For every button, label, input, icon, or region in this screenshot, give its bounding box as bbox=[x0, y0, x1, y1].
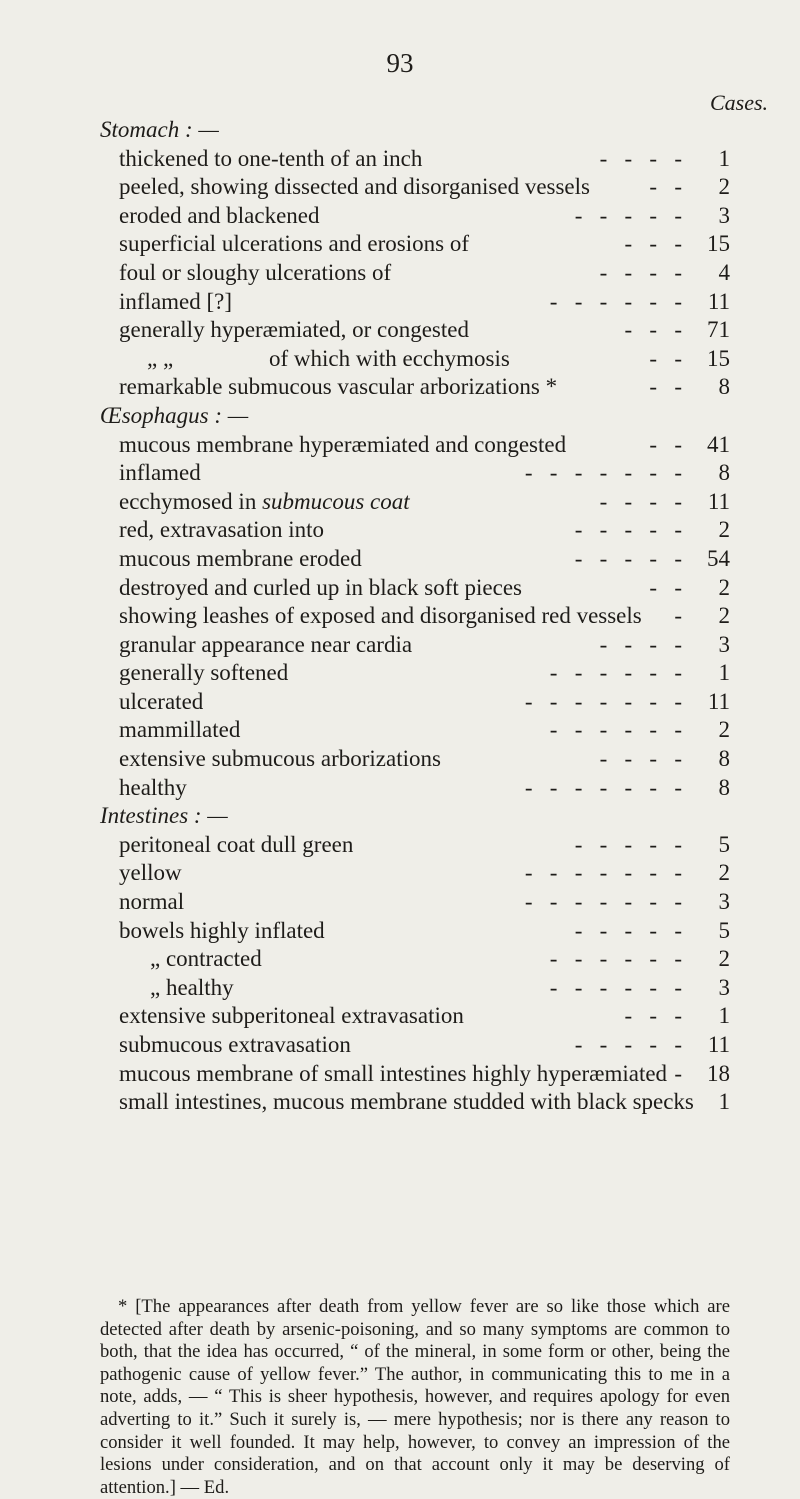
finding-label: thickened to one-tenth of an inch bbox=[119, 145, 423, 171]
finding-label: extensive submucous arborizations bbox=[119, 746, 441, 772]
case-count: 11 bbox=[707, 488, 730, 514]
leader-dashes: - - - - - - bbox=[549, 974, 682, 1000]
leader-dashes: - - - - bbox=[599, 488, 682, 514]
finding-row bbox=[100, 345, 730, 374]
leader-dashes: - - - - - bbox=[574, 202, 682, 228]
leader-dashes: - bbox=[674, 603, 682, 629]
case-count: 2 bbox=[718, 174, 730, 200]
case-count: 3 bbox=[718, 889, 730, 915]
section-title: Intestines : — bbox=[100, 803, 228, 829]
case-count: 1 bbox=[718, 660, 730, 686]
finding-row bbox=[100, 459, 730, 488]
finding-row bbox=[100, 945, 730, 974]
finding-row bbox=[100, 974, 730, 1003]
finding-label: mammillated bbox=[119, 717, 241, 743]
finding-label: eroded and blackened bbox=[119, 202, 320, 228]
finding-label: mucous membrane of small intestines highly hyperæmiated bbox=[119, 1060, 668, 1086]
footnote: * [The appearances after death from yellow fever are so like those which are detected after death by arsenic-poisoning, and so many symptoms are common to both, that the idea has occurred, “ of the mineral, in some form or other, being the pathogenic cause of yellow fever.” The author, in communicating this to me in a note, adds, — “ This is sheer hypothesis, however, and requires apology for even adverting to it.” Such it surely is, — mere hypothesis; nor is there any reason to consider it well founded. It may help, however, to convey an impression of the lesions under consideration, and on that account only it may be deserving of attention.] — Ed. bbox=[100, 1296, 730, 1498]
ditto-marks: „ „ bbox=[147, 345, 174, 371]
finding-row bbox=[100, 745, 730, 774]
case-count: 2 bbox=[718, 574, 730, 600]
finding-label: small intestines, mucous membrane studded with black specks bbox=[119, 1089, 694, 1115]
leader-dashes: - - - - bbox=[599, 746, 682, 772]
finding-label-emphasis: submucous coat bbox=[262, 488, 410, 514]
finding-label: destroyed and curled up in black soft pieces bbox=[119, 574, 523, 600]
leader-dashes: - - - - - - - bbox=[524, 460, 682, 486]
leader-dashes: - - - - - bbox=[574, 1032, 682, 1057]
leader-dashes: - - - - - - - bbox=[524, 774, 682, 800]
leader-dashes: - - - - - bbox=[574, 831, 682, 857]
leader-dashes: - - bbox=[649, 345, 682, 371]
cases-column-header: Cases. bbox=[710, 90, 769, 115]
finding-row bbox=[100, 230, 730, 259]
case-count: 3 bbox=[718, 974, 730, 1000]
finding-row bbox=[100, 202, 730, 231]
finding-row bbox=[100, 316, 730, 345]
case-count: 2 bbox=[718, 603, 730, 629]
finding-row bbox=[100, 288, 730, 317]
finding-row bbox=[100, 688, 730, 717]
finding-label: generally softened bbox=[119, 660, 289, 686]
finding-label: mucous membrane eroded bbox=[119, 545, 362, 571]
finding-row bbox=[100, 145, 730, 174]
case-count: 1 bbox=[718, 1003, 730, 1029]
case-count: 1 bbox=[718, 1089, 730, 1115]
leader-dashes: - - - - - - bbox=[549, 288, 682, 314]
finding-row bbox=[100, 1060, 730, 1089]
finding-label: red, extravasation into bbox=[119, 517, 325, 543]
section-title: Œsophagus : — bbox=[100, 402, 249, 428]
finding-label: granular appearance near cardia bbox=[119, 631, 413, 657]
finding-row bbox=[100, 859, 730, 888]
finding-row bbox=[100, 516, 730, 545]
page-number: 93 bbox=[386, 48, 414, 78]
finding-label: „ healthy bbox=[150, 974, 234, 1000]
finding-label: submucous extravasation bbox=[119, 1032, 351, 1057]
leader-dashes: - - bbox=[649, 374, 682, 400]
case-count: 15 bbox=[707, 345, 730, 371]
case-count: 1 bbox=[718, 145, 730, 171]
finding-row bbox=[100, 888, 730, 917]
leader-dashes: - - bbox=[649, 574, 682, 600]
finding-row bbox=[100, 659, 730, 688]
case-count: 3 bbox=[718, 631, 730, 657]
finding-label bbox=[119, 489, 410, 514]
leader-dashes: - - - bbox=[624, 317, 682, 343]
leader-dashes: - - - - - - bbox=[549, 717, 682, 743]
finding-row bbox=[100, 259, 730, 288]
leader-dashes: - - - - - bbox=[574, 545, 682, 571]
finding-row bbox=[100, 831, 730, 860]
case-count: 71 bbox=[707, 317, 730, 343]
case-count: 8 bbox=[718, 774, 730, 800]
case-count: 41 bbox=[707, 431, 730, 457]
finding-label: foul or sloughy ulcerations of bbox=[119, 259, 392, 285]
finding-label: peeled, showing dissected and disorganised vessels bbox=[119, 174, 590, 200]
case-count: 5 bbox=[718, 917, 730, 943]
leader-dashes: - - bbox=[649, 431, 682, 457]
leader-dashes: - - - - bbox=[599, 145, 682, 171]
case-count: 8 bbox=[718, 374, 730, 400]
finding-label: superficial ulcerations and erosions of bbox=[119, 231, 469, 257]
case-count: 8 bbox=[718, 460, 730, 486]
case-count: 54 bbox=[707, 545, 730, 571]
leader-dashes: - bbox=[674, 1060, 682, 1086]
case-count: 2 bbox=[718, 717, 730, 743]
finding-label: inflamed [?] bbox=[119, 288, 233, 314]
leader-dashes: - - - - bbox=[599, 259, 682, 285]
finding-row bbox=[100, 488, 730, 517]
finding-label: ulcerated bbox=[119, 688, 204, 714]
finding-row bbox=[100, 373, 730, 402]
finding-label: generally hyperæmiated, or congested bbox=[119, 317, 469, 343]
finding-row bbox=[100, 431, 730, 460]
case-count: 4 bbox=[718, 259, 730, 285]
finding-label: „ contracted bbox=[150, 946, 262, 972]
finding-row bbox=[100, 774, 730, 803]
leader-dashes: - - - - - - - bbox=[524, 688, 682, 714]
case-count: 11 bbox=[707, 288, 730, 314]
finding-row bbox=[100, 1031, 730, 1060]
leader-dashes: - - - - - bbox=[574, 917, 682, 943]
finding-label: showing leashes of exposed and disorganised red vessels bbox=[119, 603, 642, 629]
case-count: 3 bbox=[718, 202, 730, 228]
case-count: 2 bbox=[718, 860, 730, 886]
leader-dashes: - - - - - - bbox=[549, 946, 682, 972]
finding-row bbox=[100, 545, 730, 574]
leader-dashes: - - - - - bbox=[574, 517, 682, 543]
finding-row bbox=[100, 716, 730, 745]
case-count: 5 bbox=[718, 831, 730, 857]
leader-dashes: - - - bbox=[624, 1003, 682, 1029]
case-count: 8 bbox=[718, 746, 730, 772]
leader-dashes: - - - - - - - bbox=[524, 860, 682, 886]
case-count: 11 bbox=[707, 1032, 730, 1057]
leader-dashes: - - - - bbox=[599, 631, 682, 657]
finding-label: inflamed bbox=[119, 460, 201, 486]
finding-row bbox=[100, 173, 730, 202]
case-count: 15 bbox=[707, 231, 730, 257]
finding-row bbox=[100, 574, 730, 603]
leader-dashes: - - - bbox=[624, 231, 682, 257]
finding-row bbox=[100, 1088, 730, 1117]
leader-dashes: - - bbox=[649, 174, 682, 200]
finding-label: remarkable submucous vascular arborizations * bbox=[119, 374, 558, 400]
finding-label: extensive subperitoneal extravasation bbox=[119, 1003, 464, 1029]
finding-row bbox=[100, 1002, 730, 1031]
finding-row bbox=[100, 602, 730, 631]
findings-list bbox=[100, 116, 730, 1117]
section-title: Stomach : — bbox=[100, 117, 219, 142]
finding-label: of which with ecchymosis bbox=[269, 345, 510, 371]
case-count: 2 bbox=[718, 517, 730, 543]
case-count: 18 bbox=[707, 1060, 730, 1086]
finding-label-text: ecchymosed in bbox=[119, 488, 263, 514]
finding-label: normal bbox=[119, 889, 185, 915]
finding-row bbox=[100, 631, 730, 660]
finding-label: yellow bbox=[119, 860, 182, 886]
finding-label: bowels highly inflated bbox=[119, 917, 325, 943]
case-count: 11 bbox=[707, 688, 730, 714]
case-count: 2 bbox=[718, 946, 730, 972]
finding-label: healthy bbox=[119, 774, 187, 800]
leader-dashes: - - - - - - - bbox=[524, 889, 682, 915]
finding-row bbox=[100, 917, 730, 946]
finding-label: peritoneal coat dull green bbox=[119, 831, 354, 857]
finding-label: mucous membrane hyperæmiated and congested bbox=[119, 431, 567, 457]
leader-dashes: - - - - - - bbox=[549, 660, 682, 686]
